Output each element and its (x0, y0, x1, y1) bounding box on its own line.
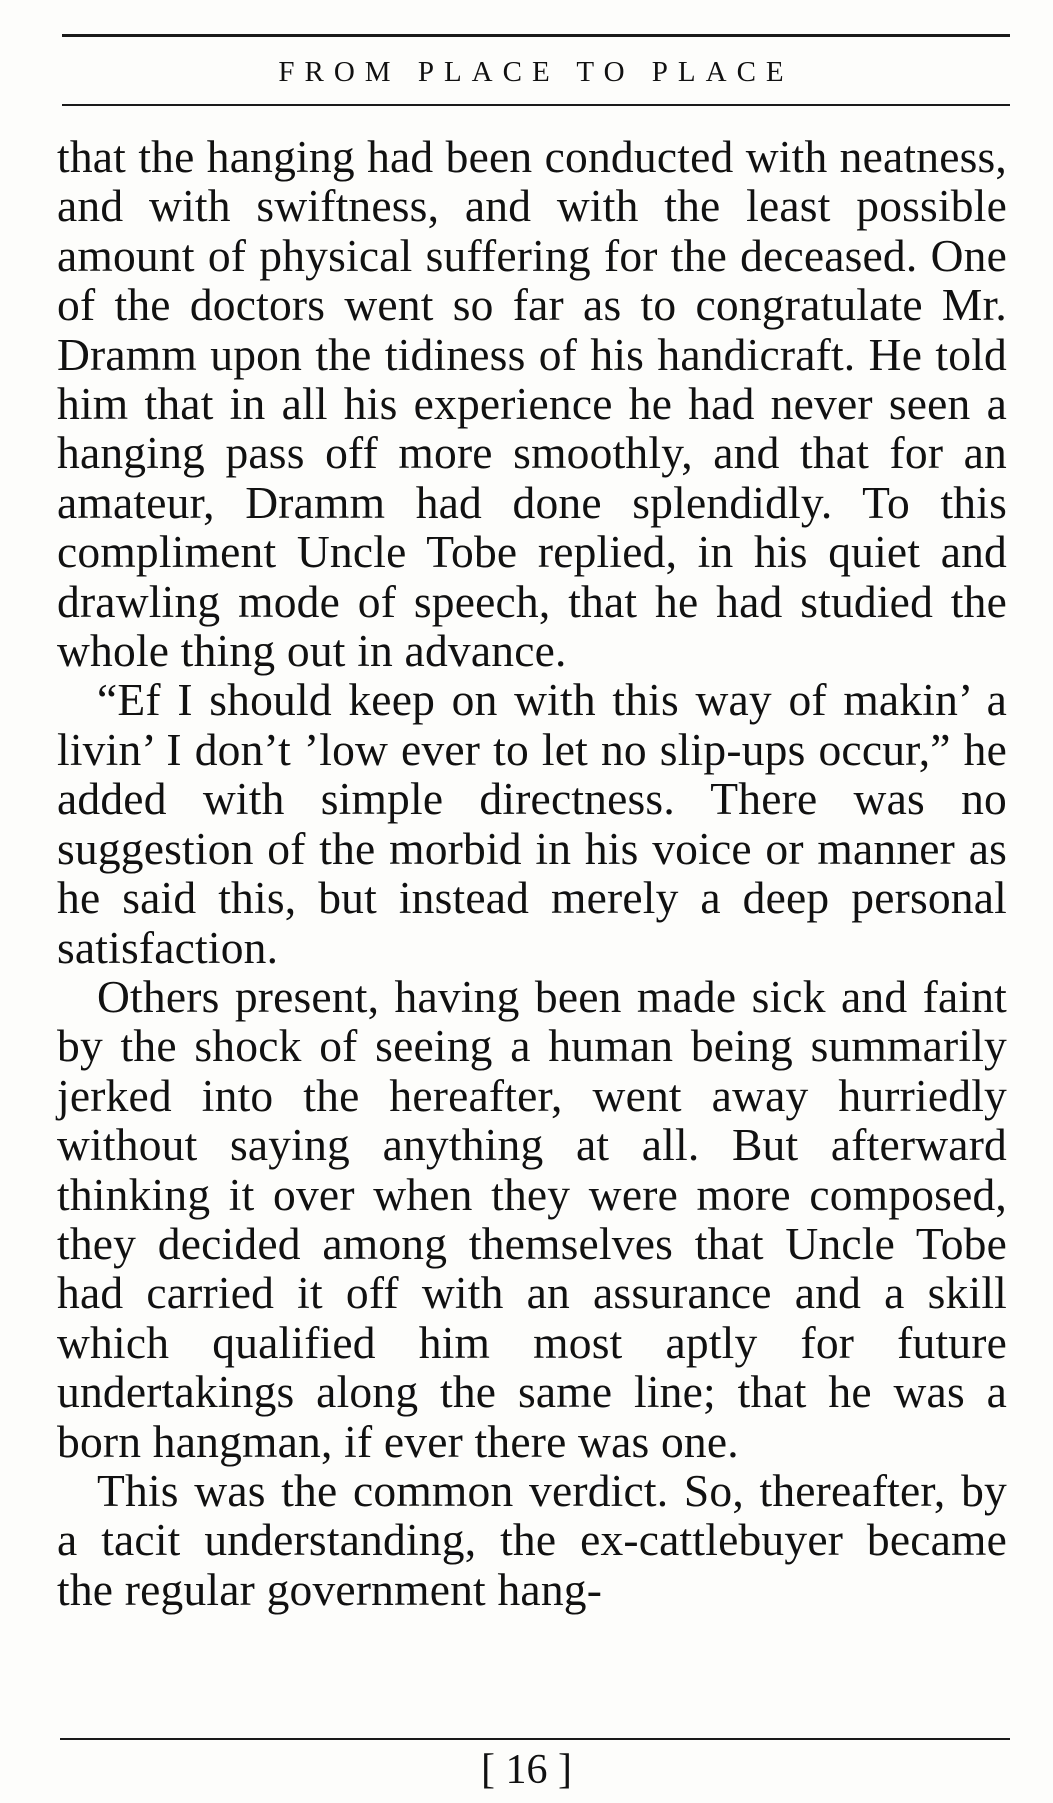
paragraph: “Ef I should keep on with this way of makin’ a livin’ I don’t ’low ever to let no slip-ups occur,” he added with simple directness. There was no suggestion of the morbid in his voice or manner as he said this, but instead merely a deep personal satisfaction. (57, 674, 1007, 973)
page-number: [ 16 ] (481, 1747, 572, 1793)
paragraph: that the hanging had been conducted with neatness, and with swiftness, and with the least possible amount of physical suffering for the deceased. One of the doctors went so far as to congratulate Mr. Dramm upon the tidiness of his handicraft. He told him that in all his experience he had never seen a hanging pass off more smoothly, and that for an amateur, Dramm had done splendidly. To this compliment Uncle Tobe replied, in his quiet and drawling mode of speech, that he had studied the whole thing out in advance. (57, 131, 1007, 677)
paragraph: Others present, having been made sick and faint by the shock of seeing a human being summarily jerked into the hereafter, went away hurriedly without saying anything at all. But afterward thinking it over when they were more composed, they decided among themselves that Uncle Tobe had carried it off with an assurance and a skill which qualified him most aptly for future undertakings along the same line; that he was a born hangman, if ever there was one. (57, 970, 1007, 1467)
header-rule-top (62, 34, 1010, 37)
paragraph: This was the common verdict. So, thereafter, by a tacit understanding, the ex-cattlebuyer became the regular government hang- (57, 1464, 1007, 1615)
running-head: FROM PLACE TO PLACE (278, 56, 794, 88)
footer-rule (60, 1738, 1010, 1740)
page-body (57, 132, 1007, 1614)
header-rule-bottom (62, 104, 1010, 106)
